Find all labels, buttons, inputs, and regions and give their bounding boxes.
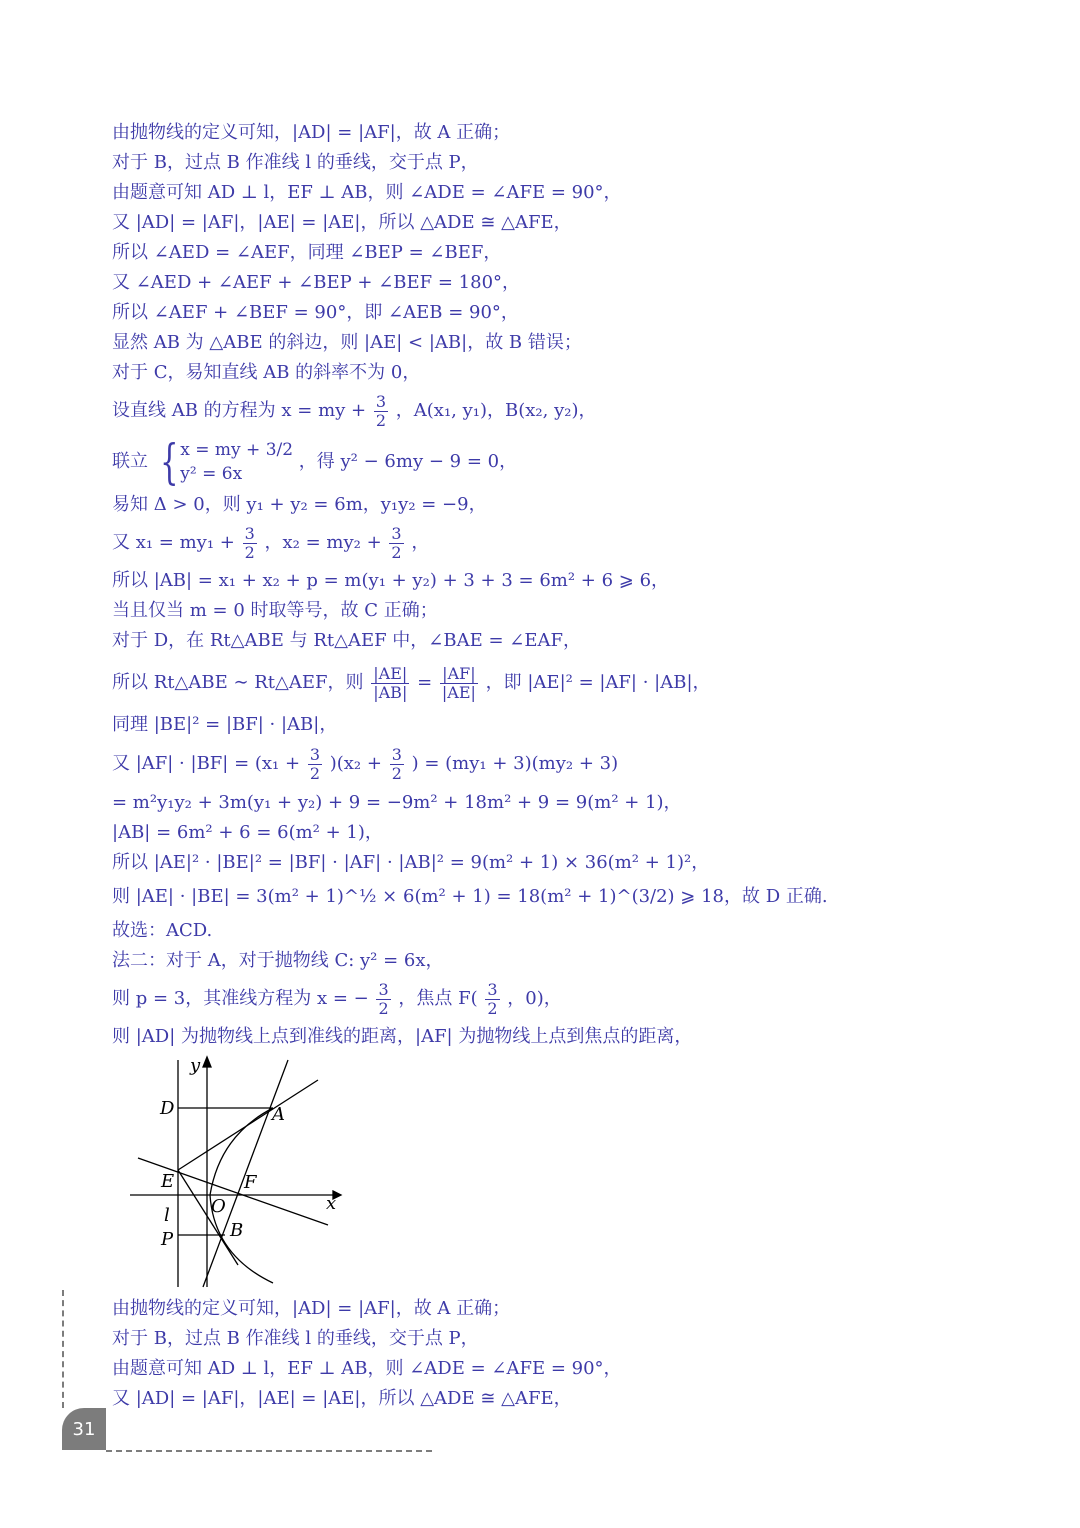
prod-post: ) = (my₁ + 3)(my₂ + 3) bbox=[411, 753, 619, 774]
fraction-num: 3 bbox=[487, 979, 498, 999]
y-arrow-icon bbox=[203, 1057, 211, 1067]
page-number: 31 bbox=[62, 1408, 106, 1450]
margin-dash-vertical bbox=[62, 1290, 64, 1408]
fraction bbox=[371, 665, 409, 702]
text-line: 又 |AD| = |AF|，|AE| = |AE|，所以 △ADE ≅ △AFE， bbox=[112, 1388, 572, 1409]
fraction-num: 3 bbox=[244, 523, 255, 543]
fraction bbox=[243, 525, 257, 562]
solution-text-repeat bbox=[112, 1294, 1012, 1414]
text-line: 法二：对于 A，对于抛物线 C: y² = 6x， bbox=[112, 950, 444, 971]
label-f: F bbox=[244, 1172, 257, 1193]
text-line: 对于 D，在 Rt△ABE 与 Rt△AEF 中，∠BAE = ∠EAF， bbox=[112, 630, 581, 651]
fraction-den: 2 bbox=[244, 542, 255, 562]
x-sub-c: ， bbox=[411, 532, 430, 553]
parabola-figure bbox=[128, 1055, 348, 1290]
fraction bbox=[390, 746, 404, 783]
text-line: 又 |AD| = |AF|，|AE| = |AE|，所以 △ADE ≅ △AFE， bbox=[112, 212, 572, 233]
text-line: |AB| = 6m² + 6 = 6(m² + 1)， bbox=[112, 822, 383, 843]
fraction bbox=[485, 981, 499, 1018]
fraction bbox=[376, 981, 390, 1018]
fraction-num: 3 bbox=[375, 391, 387, 411]
label-a: A bbox=[272, 1104, 285, 1125]
x-substitution-line bbox=[112, 520, 1012, 566]
fraction-num: 3 bbox=[378, 979, 389, 999]
text-line: 又 ∠AED + ∠AEF + ∠BEP + ∠BEF = 180°， bbox=[112, 272, 521, 293]
text-line: 故选：ACD. bbox=[112, 920, 213, 941]
directrix-c: ，0)， bbox=[507, 988, 562, 1009]
fraction bbox=[389, 525, 403, 562]
fraction-den: |AE| bbox=[441, 682, 476, 702]
directrix-line bbox=[112, 976, 1012, 1022]
fraction-num: 3 bbox=[309, 744, 320, 764]
system-pre: 联立 bbox=[112, 451, 148, 472]
system-eq2: y² = 6x bbox=[180, 464, 243, 484]
sim-post: ，即 |AE|² = |AF| · |AB|， bbox=[485, 672, 711, 693]
text-line: 则 |AE| · |BE| = 3(m² + 1)^½ × 6(m² + 1) = 18(m² + 1)^(3/2) ⩾ 18，故 D 正确. bbox=[112, 886, 828, 907]
brace-icon: { bbox=[159, 434, 179, 490]
text-line: 由抛物线的定义可知，|AD| = |AF|，故 A 正确； bbox=[112, 122, 511, 143]
similarity-line bbox=[112, 656, 1012, 710]
fraction-den: |AB| bbox=[373, 682, 408, 702]
x-sub-a: 又 x₁ = my₁ + bbox=[112, 532, 235, 553]
margin-dash-horizontal bbox=[106, 1450, 432, 1452]
fraction-num: 3 bbox=[391, 744, 402, 764]
fraction-den: 2 bbox=[487, 998, 498, 1018]
text-line: 所以 ∠AED = ∠AEF，同理 ∠BEP = ∠BEF， bbox=[112, 242, 502, 263]
text-line: 由抛物线的定义可知，|AD| = |AF|，故 A 正确； bbox=[112, 1298, 511, 1319]
fraction-num: |AE| bbox=[373, 663, 408, 683]
text-line: 对于 C，易知直线 AB 的斜率不为 0， bbox=[112, 362, 421, 383]
line-equation bbox=[112, 388, 1012, 434]
prod-mid: )(x₂ + bbox=[329, 753, 382, 774]
system-line bbox=[112, 434, 1012, 490]
system-post: ，得 y² − 6my − 9 = 0， bbox=[298, 451, 518, 472]
text-line: 所以 |AE|² · |BE|² = |BF| · |AF| · |AB|² = 9(m² + 1) × 36(m² + 1)²， bbox=[112, 852, 710, 873]
sim-pre: 所以 Rt△ABE ∼ Rt△AEF，则 bbox=[112, 672, 364, 693]
prod-pre: 又 |AF| · |BF| = (x₁ + bbox=[112, 753, 301, 774]
text-line: = m²y₁y₂ + 3m(y₁ + y₂) + 9 = −9m² + 18m² + 9 = 9(m² + 1)， bbox=[112, 792, 682, 813]
solution-text bbox=[112, 118, 1012, 1052]
equation-system bbox=[154, 434, 294, 490]
fraction bbox=[308, 746, 322, 783]
text-line: 所以 ∠AEF + ∠BEF = 90°，即 ∠AEB = 90°， bbox=[112, 302, 519, 323]
fraction-num: 3 bbox=[391, 523, 402, 543]
text-line: 所以 |AB| = x₁ + x₂ + p = m(y₁ + y₂) + 3 + 3 = 6m² + 6 ⩾ 6， bbox=[112, 570, 670, 591]
text-line: 由题意可知 AD ⊥ l，EF ⊥ AB，则 ∠ADE = ∠AFE = 90°， bbox=[112, 182, 622, 203]
tangent-ea bbox=[178, 1080, 318, 1170]
system-eq1: x = my + 3/2 bbox=[180, 440, 294, 460]
fraction-num: |AF| bbox=[442, 663, 476, 683]
line-eq-pre: 设直线 AB 的方程为 x = my + bbox=[112, 400, 367, 421]
sim-eq: = bbox=[417, 672, 433, 693]
fraction-den: 2 bbox=[391, 763, 402, 783]
text-line: 对于 B，过点 B 作准线 l 的垂线，交于点 P， bbox=[112, 1328, 479, 1349]
fraction-den: 2 bbox=[375, 410, 387, 430]
label-p: P bbox=[161, 1229, 174, 1250]
directrix-b: ，焦点 F( bbox=[398, 988, 478, 1009]
label-e: E bbox=[161, 1171, 175, 1192]
label-x: x bbox=[326, 1193, 337, 1214]
fraction bbox=[440, 665, 478, 702]
fraction bbox=[374, 393, 388, 430]
label-l: l bbox=[164, 1205, 170, 1226]
text-line: 则 |AD| 为抛物线上点到准线的距离，|AF| 为抛物线上点到焦点的距离， bbox=[112, 1026, 693, 1047]
label-y: y bbox=[190, 1055, 201, 1076]
label-b: B bbox=[230, 1220, 244, 1241]
label-o: O bbox=[211, 1196, 226, 1217]
x-sub-b: ，x₂ = my₂ + bbox=[264, 532, 382, 553]
fraction-den: 2 bbox=[378, 998, 389, 1018]
text-line: 当且仅当 m = 0 时取等号，故 C 正确； bbox=[112, 600, 438, 621]
text-line: 由题意可知 AD ⊥ l，EF ⊥ AB，则 ∠ADE = ∠AFE = 90°， bbox=[112, 1358, 622, 1379]
text-line: 同理 |BE|² = |BF| · |AB|， bbox=[112, 714, 338, 735]
text-line: 对于 B，过点 B 作准线 l 的垂线，交于点 P， bbox=[112, 152, 479, 173]
text-line: 易知 Δ > 0，则 y₁ + y₂ = 6m，y₁y₂ = −9， bbox=[112, 494, 487, 515]
directrix-a: 则 p = 3，其准线方程为 x = − bbox=[112, 988, 369, 1009]
product-line bbox=[112, 740, 1012, 788]
line-eq-post: ，A(x₁, y₁)，B(x₂, y₂)， bbox=[395, 400, 597, 421]
fraction-den: 2 bbox=[309, 763, 320, 783]
fraction-den: 2 bbox=[391, 542, 402, 562]
text-line: 显然 AB 为 △ABE 的斜边，则 |AE| < |AB|，故 B 错误； bbox=[112, 332, 582, 353]
label-d: D bbox=[160, 1098, 175, 1119]
